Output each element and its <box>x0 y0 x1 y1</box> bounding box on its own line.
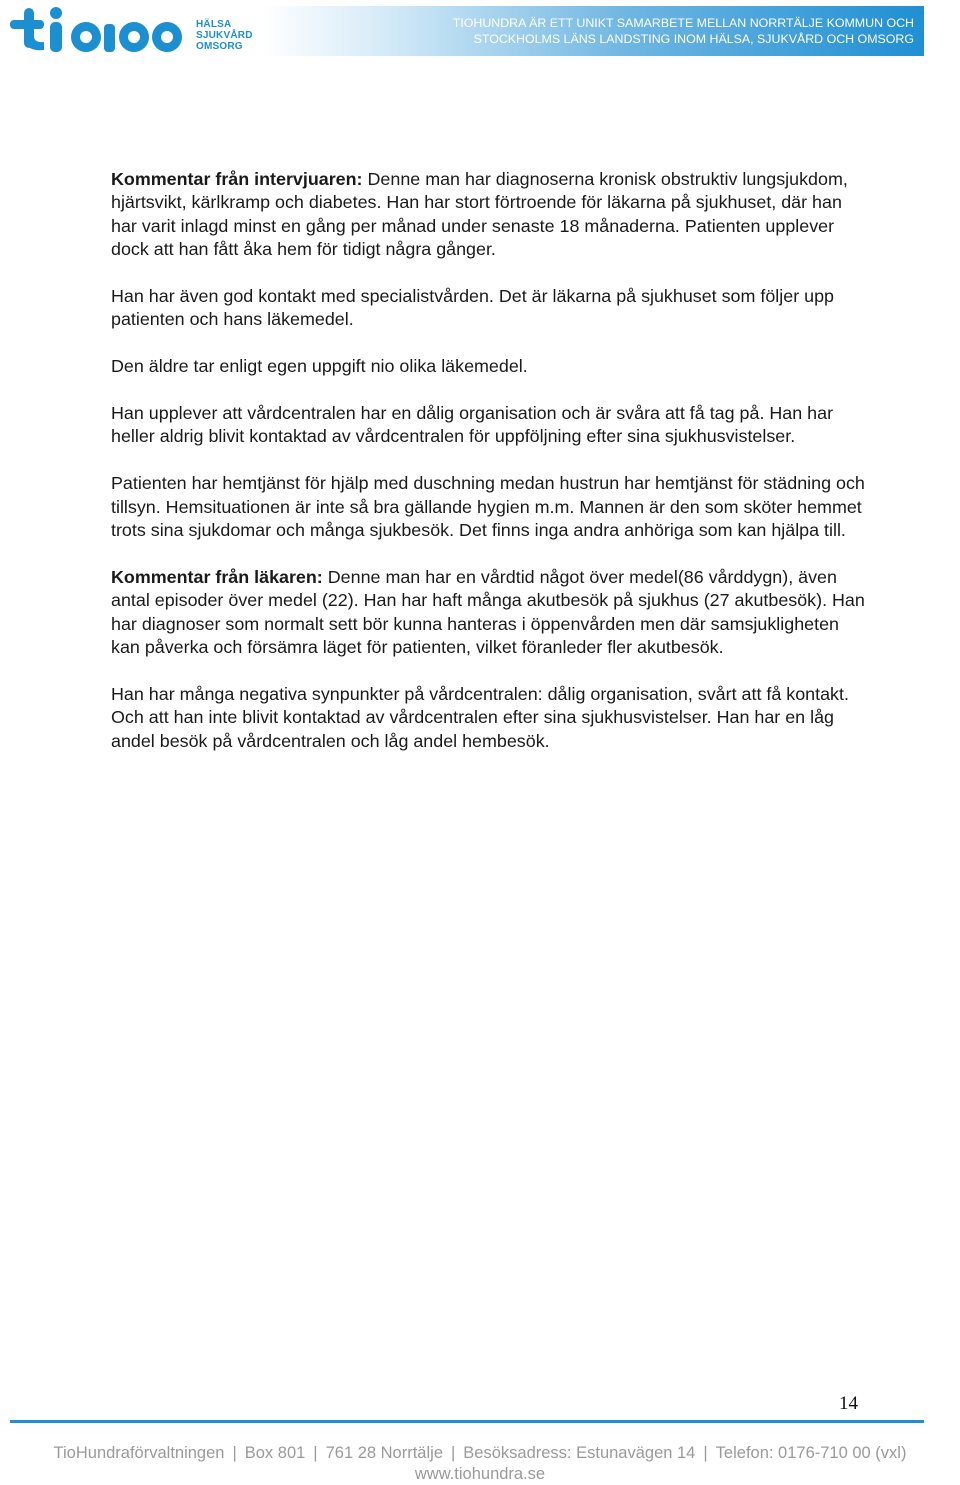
paragraph <box>111 168 871 262</box>
banner-line: TIOHUNDRA ÄR ETT UNIKT SAMARBETE MELLAN NORRTÄLJE KOMMUN OCH <box>452 16 914 30</box>
logo-tagline-line: HÄLSA <box>196 19 232 30</box>
footer-divider <box>10 1420 924 1423</box>
footer-separator: | <box>703 1444 708 1462</box>
paragraph-text: Denne man har en vårdtid något över medel(86 vårddygn), även antal episoder över medel (22). Han har haft många akutbesök på sjukhus (27 akutbesök). Han har diagnoser som normalt sett bör kunna hanteras i öppenvården men där samsjukligheten kan påverka och försämra läget för patienten, vilket föranleder fler akutbesök. <box>111 566 865 658</box>
footer-separator: | <box>232 1444 237 1462</box>
doctor-comment-label: Kommentar från läkaren: <box>111 566 323 587</box>
paragraph: Han upplever att vårdcentralen har en dålig organisation och är svåra att få tag på. Han har heller aldrig blivit kontaktad av vårdcentralen för uppföljning efter sina sjukhusvistelser. <box>111 403 834 447</box>
footer-phone: Telefon: 0176-710 00 (vxl) <box>715 1444 907 1462</box>
paragraph: Han har många negativa synpunkter på vårdcentralen: dålig organisation, svårt att få kontakt. Och att han inte blivit kontaktad av vårdcentralen efter sina sjukhusvistelser. Han har en låg andel besök på vårdcentralen och låg andel hembesök. <box>111 683 849 751</box>
footer-separator: | <box>313 1444 318 1462</box>
logo-tagline-line: SJUKVÅRD <box>196 30 253 41</box>
footer-org: TioHundraförvaltningen <box>53 1444 225 1462</box>
paragraph <box>111 566 871 660</box>
footer-website-link[interactable]: www.tiohundra.se <box>414 1465 546 1483</box>
footer-address-line <box>0 1443 960 1464</box>
paragraph: Patienten har hemtjänst för hjälp med duschning medan hustrun har hemtjänst för städning och tillsyn. Hemsituationen är inte så bra gällande hygien m.m. Mannen är den som sköter hemmet trots sina sjukdomar och många sjukbesök. Det finns inga andra anhöriga som kan hjälpa till. <box>111 473 865 541</box>
footer-postal: 761 28 Norrtälje <box>325 1444 443 1462</box>
footer-visit-address: Besöksadress: Estunavägen 14 <box>463 1444 696 1462</box>
page-number: 14 <box>839 1393 858 1414</box>
paragraph: Den äldre tar enligt egen uppgift nio olika läkemedel. <box>111 356 528 377</box>
footer-box: Box 801 <box>244 1444 306 1462</box>
logo-tagline-line: OMSORG <box>196 41 243 52</box>
paragraph-text: Denne man har diagnoserna kronisk obstruktiv lungsjukdom, hjärtsvikt, kärlkramp och diabetes. Han har stort förtroende för läkarna på sjukhuset, där han har varit inlagd minst en gång per månad under senaste 18 månaderna. Patienten upplever dock att han fått åka hem för tidigt några gånger. <box>111 169 848 260</box>
page-header <box>0 0 960 60</box>
footer-separator: | <box>451 1444 456 1462</box>
logo-tagline <box>196 19 253 52</box>
header-banner <box>262 6 924 56</box>
document-body <box>111 168 871 776</box>
banner-line: STOCKHOLMS LÄNS LANDSTING INOM HÄLSA, SJUKVÅRD OCH OMSORG <box>473 32 914 46</box>
page-footer <box>0 1443 960 1485</box>
tiohundra-logo <box>4 4 194 58</box>
paragraph: Han har även god kontakt med specialistvården. Det är läkarna på sjukhuset som följer upp patienten och hans läkemedel. <box>111 286 834 330</box>
interviewer-comment-label: Kommentar från intervjuaren: <box>111 169 363 189</box>
banner-text <box>453 15 914 47</box>
